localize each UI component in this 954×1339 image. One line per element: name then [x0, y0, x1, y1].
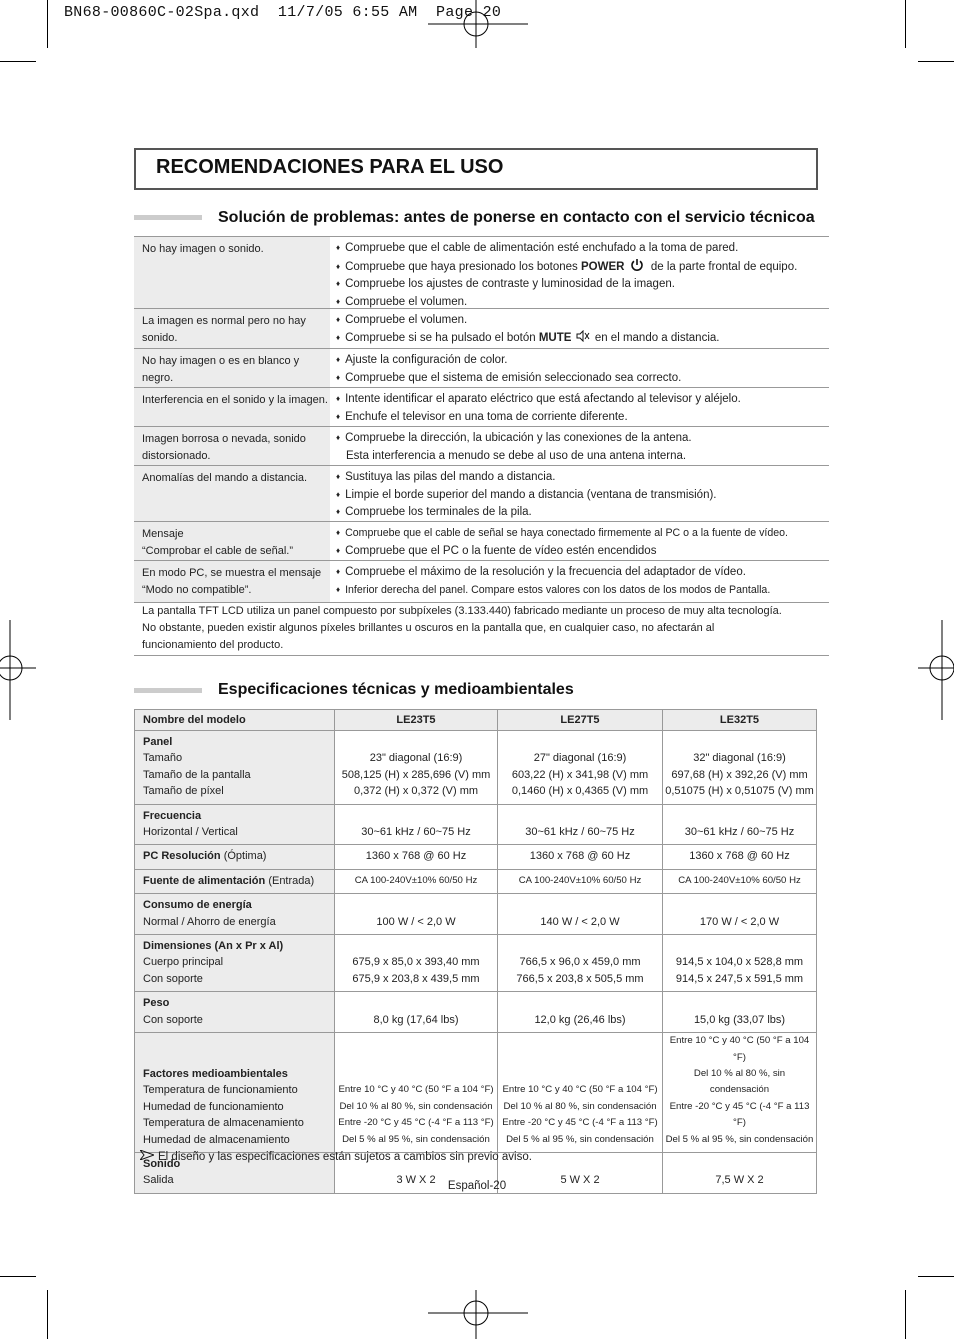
problem-cell: No hay imagen o es en blanco y negro. [134, 349, 330, 387]
solution-cell [330, 349, 829, 387]
spec-value: 1360 x 768 @ 60 Hz [498, 845, 663, 869]
solution-item: ♦ Compruebe que el cable de señal se haya conectado firmemente al PC o a la fuente de vídeo. [336, 525, 829, 543]
print-slug: BN68-00860C-02Spa.qxd 11/7/05 6:55 AM Page 20 [64, 4, 502, 21]
table-row [135, 804, 817, 845]
spec-value: 30~61 kHz / 60~75 Hz [335, 804, 498, 845]
spec-value: 766,5 x 96,0 x 459,0 mm 766,5 x 203,8 x 505,5 mm [498, 935, 663, 992]
section-bar [134, 688, 202, 693]
table-row [135, 935, 817, 992]
crop-mark [905, 1290, 906, 1339]
table-row [134, 387, 829, 426]
column-header: LE23T5 [335, 710, 498, 731]
arrow-icon [140, 1150, 154, 1160]
solution-item: ♦ Compruebe los terminales de la pila. [336, 504, 829, 522]
solution-cell [330, 522, 829, 560]
spec-value: 914,5 x 104,0 x 528,8 mm 914,5 x 247,5 x 591,5 mm [663, 935, 817, 992]
solution-item: ♦ Compruebe que el cable de alimentación esté enchufado a la toma de pared. [336, 240, 829, 258]
spec-value: 7,5 W X 2 [663, 1152, 817, 1193]
solution-item: ♦ Inferior derecha del panel. Compare estos valores con los datos de los modos de Pantalla. [336, 582, 829, 600]
solution-cell [330, 466, 829, 521]
spec-value: 3 W X 2 [335, 1152, 498, 1193]
column-header: Nombre del modelo [135, 710, 335, 731]
spec-value: Entre 10 °C y 40 °C (50 °F a 104 °F) Del 10 % al 80 %, sin condensación Entre -20 °C y 45 °C (-4 °F a 113 °F) Del 5 % al 95 %, sin condensación [663, 1033, 817, 1153]
spec-value: CA 100-240V±10% 60/50 Hz [498, 869, 663, 893]
solution-item: ♦ Limpie el borde superior del mando a distancia (ventana de transmisión). [336, 487, 829, 505]
table-row [134, 465, 829, 521]
troubleshooting-table [134, 236, 829, 656]
spec-value: 1360 x 768 @ 60 Hz [663, 845, 817, 869]
lcd-note: La pantalla TFT LCD utiliza un panel compuesto por subpíxeles (3.133.440) fabricado mediante un proceso de muy alta tecnología. No obstante, pueden existir algunos píxeles brillantes u oscuros en la pantalla que, en cualquier caso, no afectarán al funcionamiento del producto. [134, 602, 829, 656]
solution-item: ♦ Compruebe que el sistema de emisión seleccionado sea correcto. [336, 370, 829, 388]
table-row [135, 845, 817, 869]
solution-item: ♦ Enchufe el televisor en una toma de corriente diferente. [336, 409, 829, 427]
table-row [134, 560, 829, 602]
table-row [134, 236, 829, 308]
solution-item: ♦ Compruebe que el PC o la fuente de vídeo estén encendidos [336, 543, 829, 561]
spec-label: PC Resolución (Óptima) [135, 845, 335, 869]
problem-cell: Anomalías del mando a distancia. [134, 466, 330, 521]
spec-value: 100 W / < 2,0 W [335, 894, 498, 935]
table-row [135, 869, 817, 893]
solution-item: ♦ Compruebe la dirección, la ubicación y las conexiones de la antena. [336, 430, 829, 448]
spec-value: 1360 x 768 @ 60 Hz [335, 845, 498, 869]
spec-label: Factores medioambientales Temperatura de funcionamiento Humedad de funcionamiento Temperatura de almacenamiento Humedad de almacenamiento [135, 1033, 335, 1153]
spec-label: Sonido Salida [135, 1152, 335, 1193]
spec-value: 12,0 kg (26,46 lbs) [498, 992, 663, 1033]
spec-value: 8,0 kg (17,64 lbs) [335, 992, 498, 1033]
solution-item: ♦ Compruebe que haya presionado los botones POWER de la parte frontal de equipo. [336, 258, 829, 277]
crop-mark [0, 61, 36, 62]
spec-value: 170 W / < 2,0 W [663, 894, 817, 935]
mute-label: MUTE [538, 331, 572, 344]
table-row [134, 426, 829, 465]
spec-value: 32" diagonal (16:9) 697,68 (H) x 392,26 (V) mm 0,51075 (H) x 0,51075 (V) mm [663, 731, 817, 805]
problem-cell: Interferencia en el sonido y la imagen. [134, 388, 330, 426]
solution-cell [330, 309, 829, 348]
specs-table [134, 709, 817, 1194]
solution-item: ♦ Compruebe si se ha pulsado el botón MUTE en el mando a distancia. [336, 330, 829, 348]
solution-item: ♦ Compruebe el volumen. [336, 294, 829, 312]
crop-mark [905, 0, 906, 48]
spec-value: 675,9 x 85,0 x 393,40 mm 675,9 x 203,8 x 439,5 mm [335, 935, 498, 992]
spec-value: 140 W / < 2,0 W [498, 894, 663, 935]
troubleshooting-title: Solución de problemas: antes de ponerse en contacto con el servicio técnicoa [218, 209, 815, 226]
page-title-box [134, 148, 818, 190]
footnote: El diseño y las especificaciones están sujetos a cambios sin previo aviso. [140, 1150, 532, 1163]
solution-item: ♦ Intente identificar el aparato eléctrico que está afectando al televisor y aléjelo. [336, 391, 829, 409]
mute-icon [576, 330, 590, 342]
solution-item: ♦ Compruebe los ajustes de contraste y luminosidad de la imagen. [336, 276, 829, 294]
column-header: LE27T5 [498, 710, 663, 731]
spec-value: CA 100-240V±10% 60/50 Hz [663, 869, 817, 893]
crop-mark [0, 1276, 36, 1277]
solution-item: ♦ Sustituya las pilas del mando a distancia. [336, 469, 829, 487]
spec-value: 5 W X 2 [498, 1152, 663, 1193]
spec-value: Entre 10 °C y 40 °C (50 °F a 104 °F) Del 10 % al 80 %, sin condensación Entre -20 °C y 45 °C (-4 °F a 113 °F) Del 5 % al 95 %, sin condensación [498, 1033, 663, 1153]
table-row [134, 521, 829, 560]
page-number: Español-20 [447, 1180, 507, 1192]
table-header-row [135, 710, 817, 731]
crop-mark [918, 1276, 954, 1277]
registration-mark-left [0, 620, 36, 720]
spec-value: 30~61 kHz / 60~75 Hz [663, 804, 817, 845]
crop-mark [47, 0, 48, 48]
solution-cell [330, 561, 829, 602]
table-row [135, 894, 817, 935]
spec-label: Frecuencia Horizontal / Vertical [135, 804, 335, 845]
table-row [134, 308, 829, 348]
solution-cell [330, 427, 829, 465]
spec-value: 23" diagonal (16:9) 508,125 (H) x 285,696 (V) mm 0,372 (H) x 0,372 (V) mm [335, 731, 498, 805]
spec-value: 30~61 kHz / 60~75 Hz [498, 804, 663, 845]
power-label: POWER [581, 260, 625, 273]
spec-value: 27" diagonal (16:9) 603,22 (H) x 341,98 (V) mm 0,1460 (H) x 0,4365 (V) mm [498, 731, 663, 805]
spec-label: Panel Tamaño Tamaño de la pantalla Tamaño de píxel [135, 731, 335, 805]
section-bar [134, 215, 202, 220]
solution-item: ♦ Compruebe el máximo de la resolución y la frecuencia del adaptador de vídeo. [336, 564, 829, 582]
problem-cell: No hay imagen o sonido. [134, 237, 330, 308]
solution-cell [330, 388, 829, 426]
spec-label: Consumo de energía Normal / Ahorro de energía [135, 894, 335, 935]
solution-item: ♦ Compruebe el volumen. [336, 312, 829, 330]
specs-title: Especificaciones técnicas y medioambientales [218, 681, 574, 698]
solution-item: Esta interferencia a menudo se debe al uso de una antena interna. [346, 449, 687, 462]
power-icon [630, 258, 644, 272]
spec-label: Peso Con soporte [135, 992, 335, 1033]
problem-cell: Imagen borrosa o nevada, sonido distorsionado. [134, 427, 330, 465]
registration-mark-right [918, 620, 954, 720]
table-row [135, 1033, 817, 1153]
crop-mark [47, 1290, 48, 1339]
page-title: RECOMENDACIONES PARA EL USO [156, 156, 504, 178]
registration-mark-bottom [428, 1290, 528, 1339]
spec-label: Fuente de alimentación (Entrada) [135, 869, 335, 893]
spec-value: 15,0 kg (33,07 lbs) [663, 992, 817, 1033]
problem-cell: Mensaje “Comprobar el cable de señal.” [134, 522, 330, 560]
spec-value: CA 100-240V±10% 60/50 Hz [335, 869, 498, 893]
spec-value: Entre 10 °C y 40 °C (50 °F a 104 °F) Del 10 % al 80 %, sin condensación Entre -20 °C y 45 °C (-4 °F a 113 °F) Del 5 % al 95 %, sin condensación [335, 1033, 498, 1153]
registration-mark-top [428, 0, 528, 48]
crop-mark [918, 61, 954, 62]
table-row [134, 348, 829, 387]
problem-cell: La imagen es normal pero no hay sonido. [134, 309, 330, 348]
problem-cell: En modo PC, se muestra el mensaje “Modo no compatible”. [134, 561, 330, 602]
solution-cell [330, 237, 829, 308]
table-row [135, 992, 817, 1033]
table-row [135, 731, 817, 805]
column-header: LE32T5 [663, 710, 817, 731]
spec-label: Dimensiones (An x Pr x Al) Cuerpo principal Con soporte [135, 935, 335, 992]
solution-item: ♦ Ajuste la configuración de color. [336, 352, 829, 370]
